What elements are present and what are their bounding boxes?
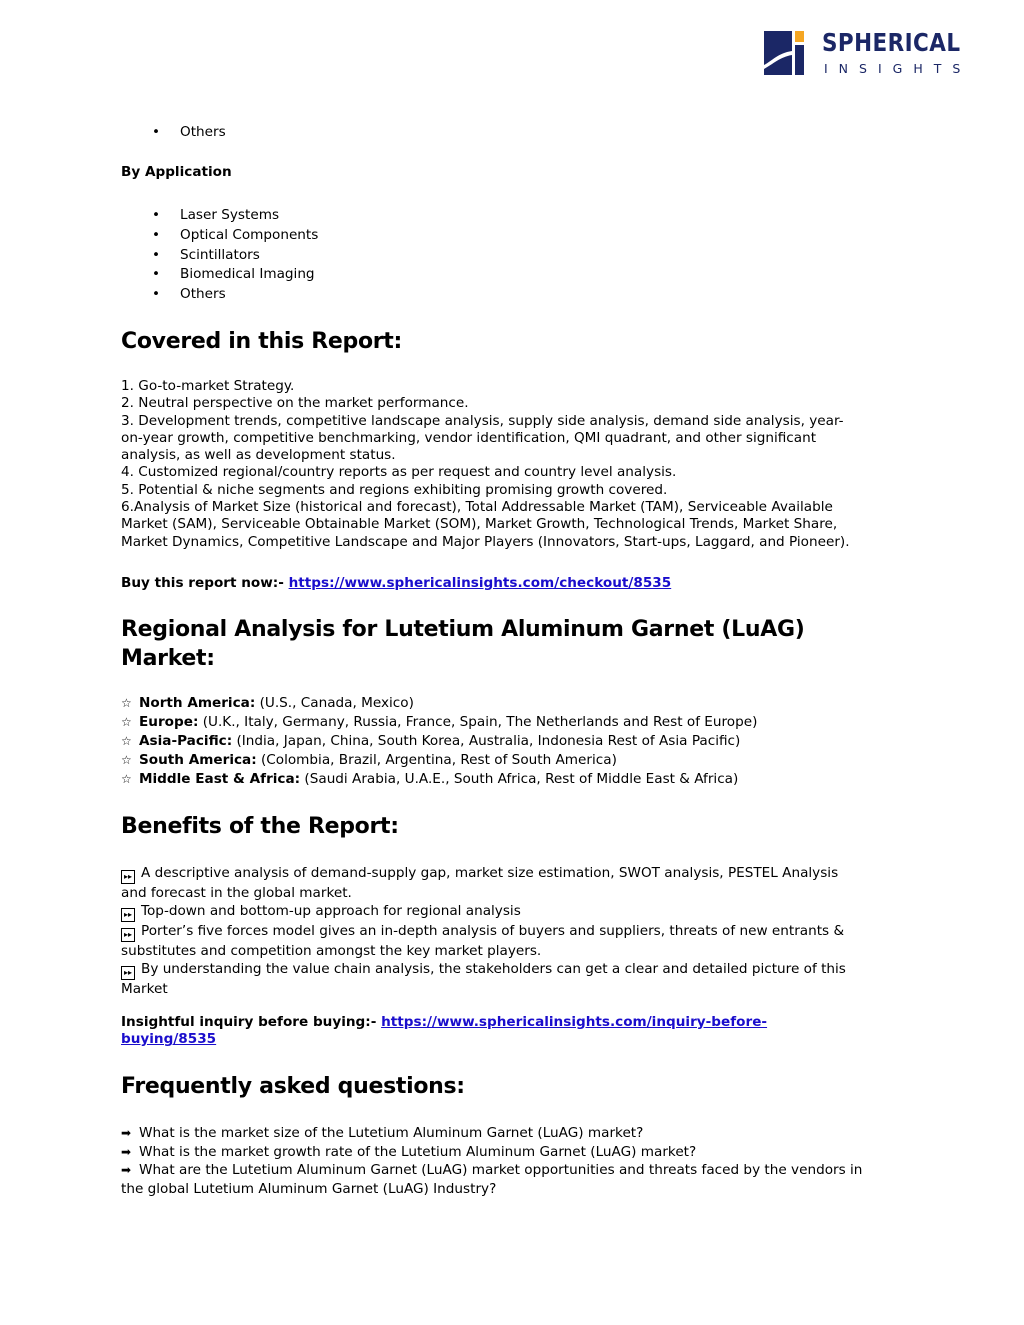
logo-mark-icon [764,31,810,75]
star-icon: ☆ [121,753,132,767]
list-item: • Laser Systems [121,206,318,226]
region-item: ☆ Asia-Pacific: (India, Japan, China, South Korea, Australia, Indonesia Rest of Asia Pacific) [121,733,741,749]
logo-wordmark: SPHERICAL [822,28,961,57]
benefit-line: ▸▸ A descriptive analysis of demand-supply gap, market size estimation, SWOT analysis, PESTEL Analysis [121,864,846,884]
star-icon: ☆ [121,772,132,786]
arrow-right-icon: ➡ [121,1144,132,1159]
region-item: ☆ Middle East & Africa: (Saudi Arabia, U.A.E., South Africa, Rest of Middle East & Africa) [121,771,739,787]
checkout-link[interactable]: https://www.sphericalinsights.com/checkout/8535 [288,575,672,591]
application-list [121,206,318,305]
covered-line: 4. Customized regional/country reports as per request and country level analysis. [121,464,677,481]
covered-line: Market Dynamics, Competitive Landscape and Major Players (Innovators, Start-ups, Laggard, and Pioneer). [121,533,850,550]
inquiry-line [121,1014,767,1049]
list-item: • Others [121,123,226,143]
benefit-line: ▸▸ Top-down and bottom-up approach for regional analysis [121,902,846,922]
spherical-insights-logo [764,28,974,77]
arrow-right-icon: ➡ [121,1126,132,1140]
bullet-icon: • [152,266,161,283]
bullet-icon: • [152,246,161,263]
star-icon: ☆ [121,734,132,748]
covered-line: Market (SAM), Serviceable Obtainable Market (SOM), Market Growth, Technological Trends, Market Share, [121,516,838,533]
benefit-line: and forecast in the global market. [121,885,352,901]
buy-report-line [121,575,671,592]
covered-list [121,378,850,551]
list-item: • Scintillators [121,246,318,266]
benefit-line: ▸▸ By understanding the value chain analysis, the stakeholders can get a clear and detailed picture of this [121,960,846,980]
faq-heading: Frequently asked questions: [121,1074,465,1099]
star-icon: ☆ [121,696,132,710]
benefits-list [121,864,846,999]
benefit-line: ▸▸ Porter’s five forces model gives an in-depth analysis of buyers and suppliers, threats of new entrants & [121,922,846,942]
covered-line: 6.Analysis of Market Size (historical and forecast), Total Addressable Market (TAM), Serviceable Available [121,499,833,516]
bullet-icon: • [152,207,161,223]
benefit-line: substitutes and competition amongst the key market players. [121,943,542,960]
region-item: ☆ North America: (U.S., Canada, Mexico) [121,695,414,711]
covered-line: on-year growth, competitive benchmarking, vendor identification, QMI quadrant, and other significant [121,429,817,446]
benefit-line: Market [121,981,168,998]
covered-heading: Covered in this Report: [121,329,403,354]
regions-list [121,694,757,789]
inquiry-label: Insightful inquiry before buying:- [121,1014,382,1030]
covered-line: analysis, as well as development status. [121,447,396,464]
covered-line: 1. Go-to-market Strategy. [121,378,295,394]
star-icon: ☆ [121,715,132,729]
covered-line: 2. Neutral perspective on the market performance. [121,395,469,412]
list-item: • Others [121,285,318,305]
covered-line: 5. Potential & niche segments and regions exhibiting promising growth covered. [121,481,668,498]
fast-forward-icon: ▸▸ [121,908,135,922]
list-item: • Optical Components [121,226,318,246]
fast-forward-icon: ▸▸ [121,870,135,884]
inquiry-link-continued[interactable]: buying/8535 [121,1031,217,1048]
region-item: ☆ South America: (Colombia, Brazil, Argentina, Rest of South America) [121,752,617,768]
bullet-icon: • [152,226,161,243]
list-item: • Biomedical Imaging [121,265,318,285]
faq-item: ➡ What is the market growth rate of the Lutetium Aluminum Garnet (LuAG) market? [121,1143,697,1160]
inquiry-link[interactable]: https://www.sphericalinsights.com/inquiry-before- [381,1014,768,1030]
regional-heading: Regional Analysis for Lutetium Aluminum Garnet (LuAG) Market: [121,617,805,671]
bullet-icon: • [152,124,161,140]
fast-forward-icon: ▸▸ [121,928,135,942]
faq-list [121,1124,862,1199]
faq-item: ➡ What are the Lutetium Aluminum Garnet (LuAG) market opportunities and threats faced by the vendors in [121,1162,863,1179]
region-item: ☆ Europe: (U.K., Italy, Germany, Russia, France, Spain, The Netherlands and Rest of Europe) [121,714,758,730]
by-application-heading: By Application [121,164,232,180]
arrow-right-icon: ➡ [121,1163,132,1178]
logo-subword: INSIGHTS [824,61,972,76]
fast-forward-icon: ▸▸ [121,966,135,980]
faq-item: the global Lutetium Aluminum Garnet (LuAG) Industry? [121,1181,497,1198]
benefits-heading: Benefits of the Report: [121,814,399,839]
faq-item: ➡ What is the market size of the Lutetium Aluminum Garnet (LuAG) market? [121,1125,644,1141]
bullet-icon: • [152,286,161,303]
covered-line: 3. Development trends, competitive landscape analysis, supply side analysis, demand side analysis, year- [121,412,844,429]
prev-segment-list [121,123,226,143]
buy-report-label: Buy this report now:- [121,575,289,591]
